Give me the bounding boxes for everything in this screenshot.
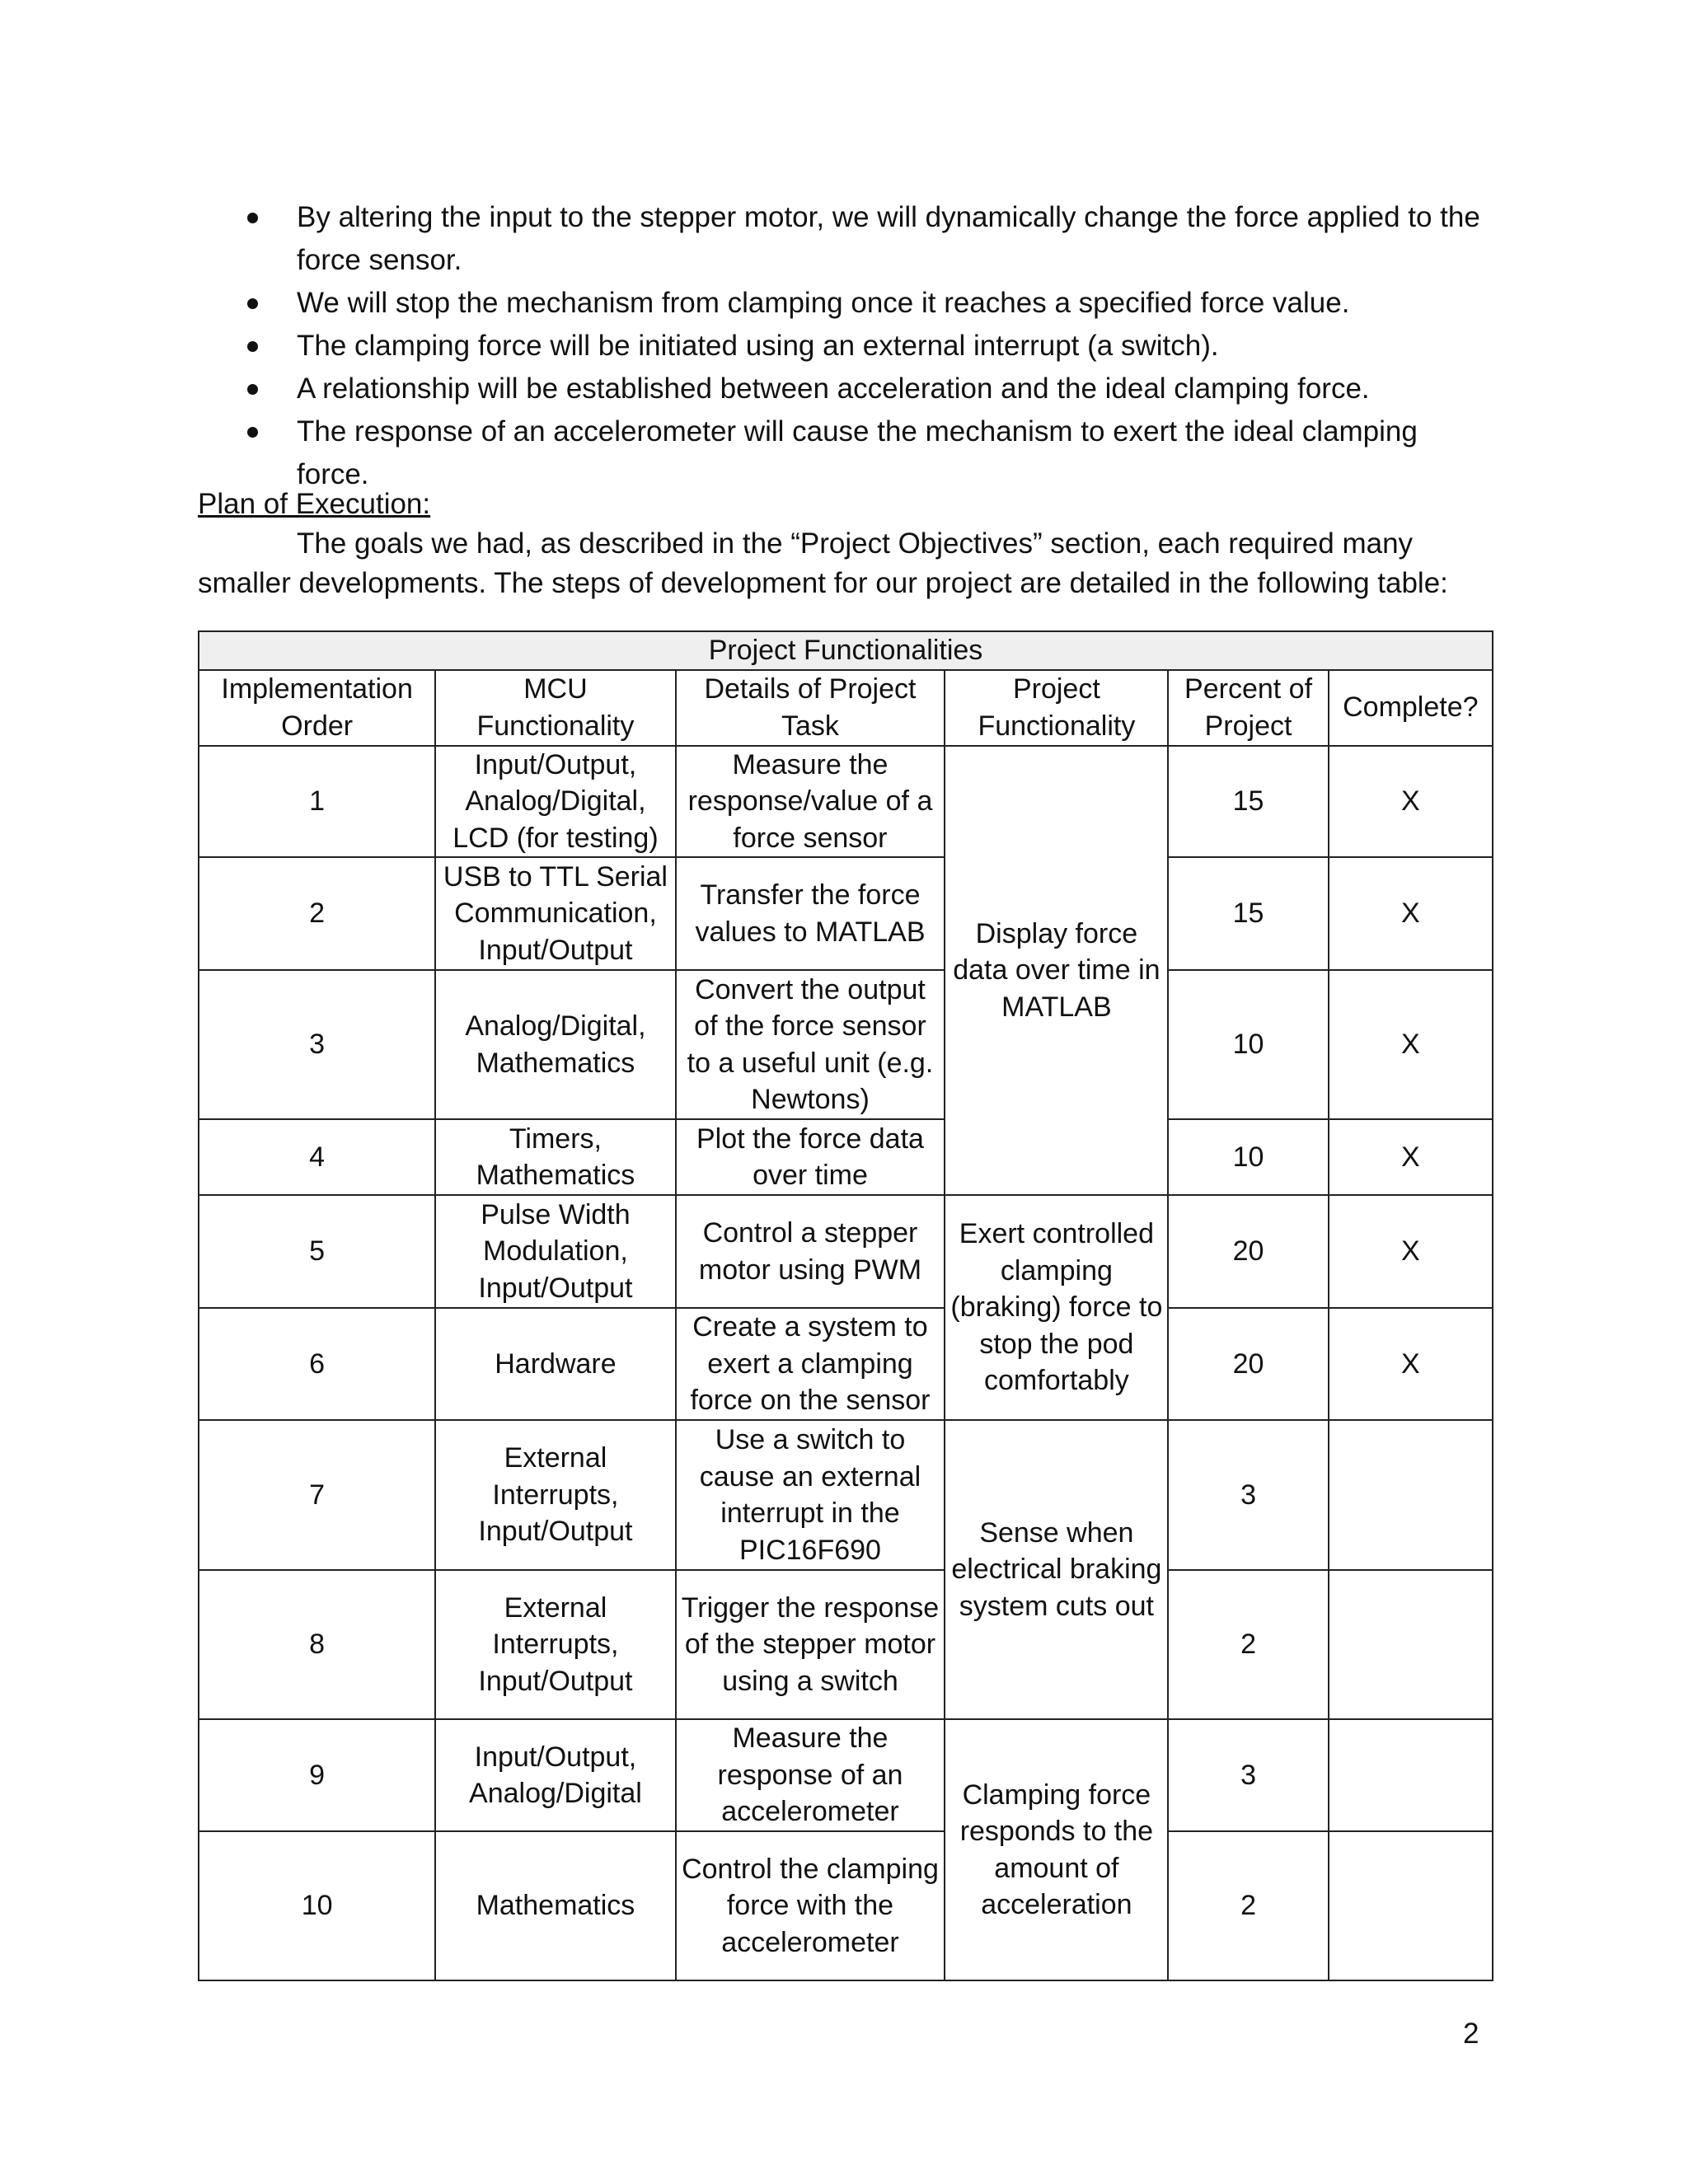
table-row <box>199 1831 1493 1980</box>
cell-complete: X <box>1329 746 1493 858</box>
cell-order: 4 <box>199 1119 435 1195</box>
cell-complete: X <box>1329 857 1493 970</box>
cell-order: 3 <box>199 970 435 1119</box>
cell-mcu: Analog/Digital, Mathematics <box>435 970 675 1119</box>
bullet-item: We will stop the mechanism from clamping once it reaches a specified force value. <box>198 282 1484 325</box>
header-task: Details of Project Task <box>676 670 945 746</box>
cell-percent: 20 <box>1168 1308 1328 1420</box>
bullet-dot <box>247 384 258 395</box>
cell-order: 9 <box>199 1719 435 1831</box>
bullet-dot <box>247 213 258 223</box>
cell-group: Display force data over time in MATLAB <box>945 746 1168 1196</box>
cell-complete <box>1329 1570 1493 1719</box>
cell-percent: 10 <box>1168 970 1328 1119</box>
cell-complete <box>1329 1831 1493 1980</box>
table-row <box>199 1420 1493 1570</box>
cell-order: 2 <box>199 857 435 970</box>
cell-percent: 20 <box>1168 1195 1328 1308</box>
cell-complete: X <box>1329 1119 1493 1195</box>
table-caption: Project Functionalities <box>199 631 1493 670</box>
cell-group: Clamping force responds to the amount of acceleration <box>945 1719 1168 1980</box>
bullet-list <box>198 196 1484 496</box>
cell-mcu: Pulse Width Modulation, Input/Output <box>435 1195 675 1308</box>
header-functionality: Project Functionality <box>945 670 1168 746</box>
cell-order: 1 <box>199 746 435 858</box>
cell-order: 6 <box>199 1308 435 1420</box>
cell-complete: X <box>1329 1308 1493 1420</box>
bullet-item: The response of an accelerometer will cause the mechanism to exert the ideal clamping force. <box>198 410 1484 496</box>
header-order: Implementation Order <box>199 670 435 746</box>
cell-order: 7 <box>199 1420 435 1570</box>
table-row <box>199 1119 1493 1195</box>
cell-mcu: Mathematics <box>435 1831 675 1980</box>
cell-task: Measure the response of an accelerometer <box>676 1719 945 1831</box>
cell-order: 8 <box>199 1570 435 1719</box>
cell-complete <box>1329 1420 1493 1570</box>
cell-percent: 15 <box>1168 746 1328 858</box>
cell-task: Convert the output of the force sensor to a useful unit (e.g. Newtons) <box>676 970 945 1119</box>
cell-percent: 10 <box>1168 1119 1328 1195</box>
bullet-dot <box>247 427 258 438</box>
cell-mcu: Timers, Mathematics <box>435 1119 675 1195</box>
bullet-item: By altering the input to the stepper motor, we will dynamically change the force applied to the force sensor. <box>198 196 1484 282</box>
cell-mcu: USB to TTL Serial Communication, Input/Output <box>435 857 675 970</box>
cell-task: Plot the force data over time <box>676 1119 945 1195</box>
cell-task: Control a stepper motor using PWM <box>676 1195 945 1308</box>
table-row <box>199 970 1493 1119</box>
cell-task: Measure the response/value of a force sensor <box>676 746 945 858</box>
table-row <box>199 857 1493 970</box>
cell-task: Control the clamping force with the accelerometer <box>676 1831 945 1980</box>
cell-complete: X <box>1329 970 1493 1119</box>
table-row <box>199 1719 1493 1831</box>
cell-percent: 2 <box>1168 1570 1328 1719</box>
cell-order: 10 <box>199 1831 435 1980</box>
cell-group: Sense when electrical braking system cuts out <box>945 1420 1168 1719</box>
table-header-row <box>199 670 1493 746</box>
cell-complete: X <box>1329 1195 1493 1308</box>
cell-percent: 15 <box>1168 857 1328 970</box>
page-number: 2 <box>1463 2018 1479 2050</box>
cell-percent: 2 <box>1168 1831 1328 1980</box>
section-intro: The goals we had, as described in the “Project Objectives” section, each required many smaller developments. The steps of development for our project are detailed in the following table: <box>198 527 1448 599</box>
cell-task: Use a switch to cause an external interrupt in the PIC16F690 <box>676 1420 945 1570</box>
functionalities-table <box>198 630 1493 1981</box>
section-heading: Plan of Execution: <box>198 488 431 520</box>
table-row <box>199 1195 1493 1308</box>
cell-task: Trigger the response of the stepper motor using a switch <box>676 1570 945 1719</box>
table-row <box>199 1570 1493 1719</box>
cell-mcu: Input/Output, Analog/Digital <box>435 1719 675 1831</box>
cell-group: Exert controlled clamping (braking) force to stop the pod comfortably <box>945 1195 1168 1420</box>
table-row <box>199 1308 1493 1420</box>
cell-task: Transfer the force values to MATLAB <box>676 857 945 970</box>
header-complete: Complete? <box>1329 670 1493 746</box>
cell-mcu: External Interrupts, Input/Output <box>435 1570 675 1719</box>
cell-mcu: Hardware <box>435 1308 675 1420</box>
bullet-item: A relationship will be established between acceleration and the ideal clamping force. <box>198 368 1484 410</box>
cell-order: 5 <box>199 1195 435 1308</box>
header-mcu: MCU Functionality <box>435 670 675 746</box>
table-row <box>199 746 1493 858</box>
header-percent: Percent of Project <box>1168 670 1328 746</box>
cell-mcu: Input/Output, Analog/Digital, LCD (for testing) <box>435 746 675 858</box>
bullet-dot <box>247 298 258 309</box>
cell-task: Create a system to exert a clamping force on the sensor <box>676 1308 945 1420</box>
cell-complete <box>1329 1719 1493 1831</box>
bullet-dot <box>247 341 258 352</box>
bullet-item: The clamping force will be initiated using an external interrupt (a switch). <box>198 325 1484 368</box>
cell-percent: 3 <box>1168 1420 1328 1570</box>
cell-mcu: External Interrupts, Input/Output <box>435 1420 675 1570</box>
cell-percent: 3 <box>1168 1719 1328 1831</box>
